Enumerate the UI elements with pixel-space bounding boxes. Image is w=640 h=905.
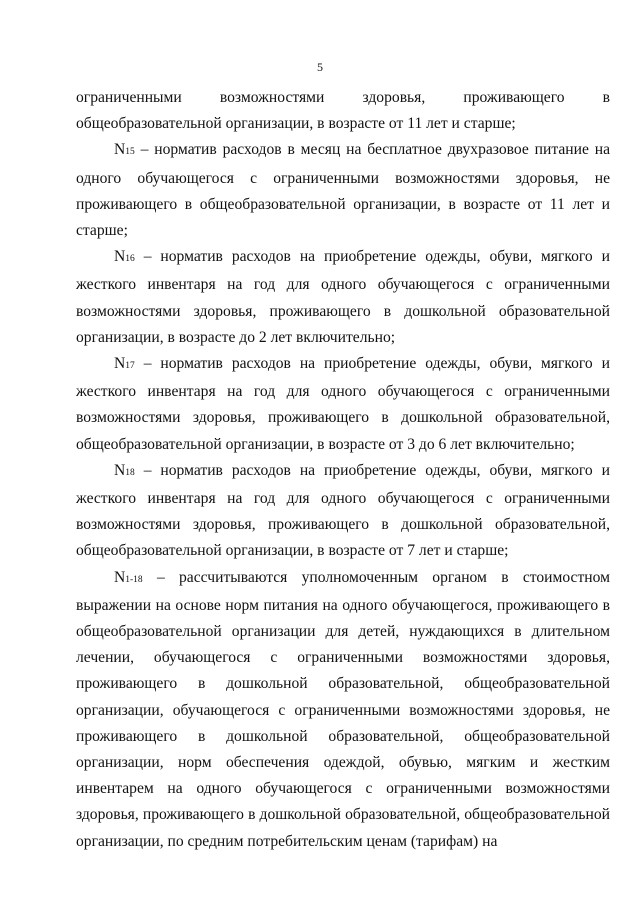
- paragraph-continuation: [76, 85, 610, 137]
- symbol-letter: N: [114, 141, 126, 159]
- symbol-subscript: 1-18: [125, 574, 143, 585]
- page-number: 5: [317, 60, 323, 74]
- paragraph-text: – норматив расходов на приобретение одежды, обуви, мягкого и жесткого инвентаря на год для одного обучающегося с ограниченными возможностями здоровья, проживающего в дошкольной образовательной, общеобразовательной организации, в возрасте от 3 до 6 лет включительно;: [76, 355, 610, 453]
- symbol-letter: N: [114, 568, 126, 586]
- paragraph-text: – норматив расходов на приобретение одежды, обуви, мягкого и жесткого инвентаря на год для одного обучающегося с ограниченными возможностями здоровья, проживающего в дошкольной образовательной организации, в возрасте до 2 лет включительно;: [76, 248, 610, 346]
- paragraph-n17: [76, 351, 610, 458]
- paragraph-n1-18: [76, 565, 610, 855]
- paragraph-n16: [76, 244, 610, 351]
- symbol-letter: N: [114, 355, 126, 373]
- paragraph-text: ограниченными возможностями здоровья, проживающего в общеобразовательной организации, в возрасте от 11 лет и старше;: [76, 89, 610, 133]
- symbol-subscript: 18: [125, 467, 135, 478]
- document-body: [76, 85, 610, 855]
- symbol-letter: N: [114, 248, 126, 266]
- symbol-n18: [114, 462, 135, 479]
- symbol-letter: N: [114, 461, 126, 479]
- symbol-n17: [114, 355, 135, 372]
- paragraph-text: – рассчитываются уполномоченным органом в стоимостном выражении на основе норм питания на одного обучающегося, проживающего в общеобразовательной организации для детей, нуждающихся в длительном лечении, обучающегося с ограниченными возможностями здоровья, проживающего в дошкольной образовательной, общеобразовательной организации, обучающегося с ограниченными возможностями здоровья, не проживающего в дошкольной образовательной, общеобразовательной организации, норм обеспечения одеждой, обувью, мягким и жестким инвентарем на одного обучающегося с ограниченными возможностями здоровья, проживающего в дошкольной образовательной, общеобразовательной организации, по средним потребительским ценам (тарифам) на: [76, 568, 610, 850]
- paragraph-text: – норматив расходов на приобретение одежды, обуви, мягкого и жесткого инвентаря на год для одного обучающегося с ограниченными возможностями здоровья, проживающего в дошкольной образовательной, общеобразовательной организации, в возрасте от 7 лет и старше;: [76, 461, 610, 560]
- symbol-n1-18: [114, 569, 143, 586]
- symbol-n16: [114, 248, 135, 265]
- paragraph-n18: [76, 458, 610, 565]
- paragraph-text: – норматив расходов в месяц на бесплатное двухразовое питание на одного обучающегося с ограниченными возможностями здоровья, не проживающего в общеобразовательной организации, в возрасте от 11 лет и старше;: [76, 141, 610, 240]
- symbol-subscript: 17: [125, 361, 135, 372]
- paragraph-n15: [76, 137, 610, 244]
- symbol-subscript: 16: [125, 254, 135, 265]
- symbol-subscript: 15: [125, 147, 135, 158]
- symbol-n15: [114, 141, 135, 158]
